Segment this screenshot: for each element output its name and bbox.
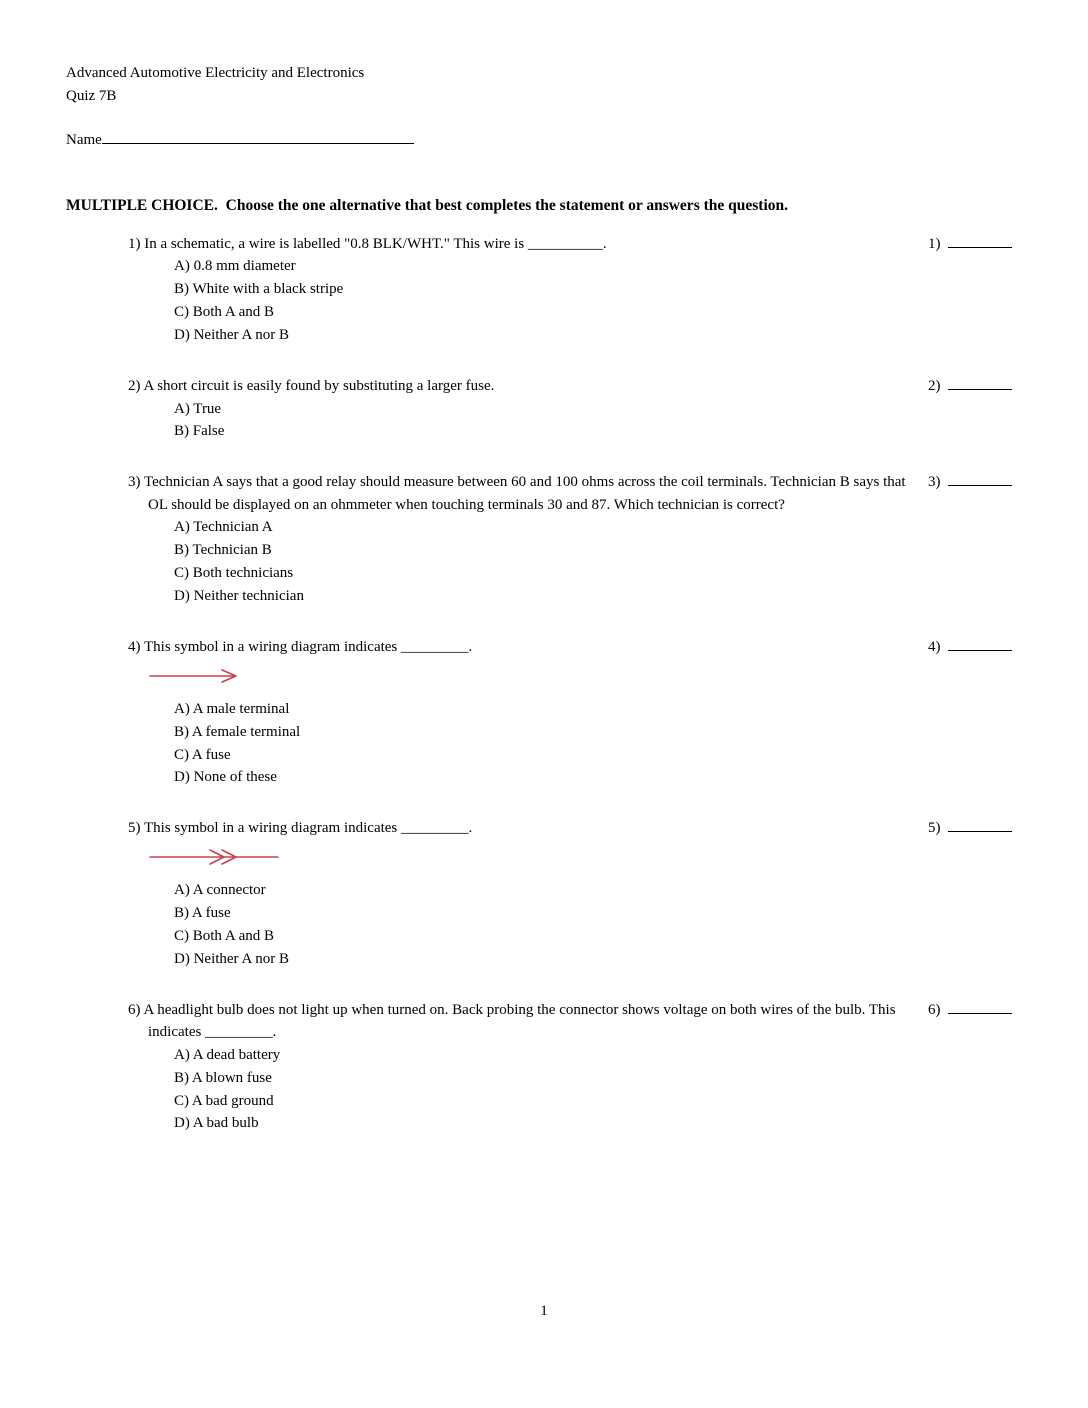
option: C) A bad ground (174, 1092, 274, 1109)
option: B) A female terminal (174, 723, 301, 740)
question-block (66, 817, 1024, 970)
course-title: Advanced Automotive Electricity and Electronics (66, 65, 365, 81)
options-list (174, 1044, 906, 1136)
question-line (128, 233, 906, 256)
answer-blank-line (948, 234, 1012, 248)
question-number: 2) (128, 378, 141, 394)
question-text: In a schematic, a wire is labelled "0.8 BLK/WHT." This wire is __________. (144, 235, 607, 252)
answer-blank-line (948, 1000, 1012, 1014)
instructions: MULTIPLE CHOICE. Choose the one alternative that best completes the statement or answers the question. (66, 196, 788, 214)
question-number: 5) (128, 820, 141, 837)
option: A) True (174, 400, 222, 417)
question-main (128, 233, 928, 347)
answer-number: 2) (928, 378, 941, 394)
answer-blank-line (948, 637, 1012, 651)
answer-area (928, 375, 1024, 398)
options-list (174, 255, 906, 347)
option: A) A dead battery (174, 1046, 281, 1063)
answer-number: 6) (928, 1001, 941, 1018)
question-block (66, 999, 1024, 1136)
answer-blank-line (948, 818, 1012, 832)
answer-area (928, 999, 1024, 1022)
male-terminal-arrow-icon (148, 666, 906, 688)
option: C) A fuse (174, 746, 231, 763)
page-header (66, 62, 1024, 107)
answer-area (928, 636, 1024, 659)
question-text: A short circuit is easily found by substituting a larger fuse. (143, 378, 495, 394)
option: B) A fuse (174, 904, 231, 921)
option: A) 0.8 mm diameter (174, 258, 296, 275)
question-block (66, 375, 1024, 443)
connector-double-chevron-icon (148, 847, 906, 869)
question-line (128, 817, 906, 840)
option: C) Both A and B (174, 304, 275, 321)
option: A) A connector (174, 881, 266, 898)
question-line (128, 999, 906, 1044)
option: A) Technician A (174, 519, 273, 536)
question-block (66, 636, 1024, 789)
option: D) Neither A nor B (174, 327, 289, 344)
question-number: 6) (128, 1001, 141, 1018)
answer-area (928, 471, 1024, 494)
question-text: This symbol in a wiring diagram indicates _________. (143, 820, 473, 837)
options-list (174, 879, 906, 971)
question-block (66, 233, 1024, 347)
name-row (66, 129, 1024, 152)
question-main (128, 375, 928, 443)
options-list (174, 698, 906, 790)
question-text: Technician A says that a good relay should measure between 60 and 100 ohms across the coil terminals. Technician B says that OL should be displayed on an ohmmeter when touching terminals 30 and 87. Which technician is correct? (143, 474, 906, 513)
question-number: 4) (128, 639, 141, 656)
option: A) A male terminal (174, 700, 290, 717)
option: D) A bad bulb (174, 1115, 259, 1132)
option: B) Technician B (174, 542, 272, 559)
question-block (66, 471, 1024, 608)
answer-area (928, 233, 1024, 256)
answer-area (928, 817, 1024, 840)
option: D) Neither technician (174, 588, 304, 605)
question-text: A headlight bulb does not light up when turned on. Back probing the connector shows voltage on both wires of the bulb. This indicates _________. (143, 1001, 896, 1041)
option: B) A blown fuse (174, 1069, 272, 1086)
question-number: 3) (128, 474, 141, 491)
options-list (174, 398, 906, 444)
option: D) None of these (174, 769, 277, 786)
question-number: 1) (128, 235, 141, 252)
answer-number: 4) (928, 639, 941, 656)
option: D) Neither A nor B (174, 950, 289, 967)
question-main (128, 636, 928, 789)
options-list (174, 516, 906, 608)
questions-list (66, 233, 1024, 1136)
question-main (128, 999, 928, 1136)
question-line (128, 636, 906, 659)
option: C) Both A and B (174, 927, 275, 944)
option: C) Both technicians (174, 565, 294, 582)
name-blank-line (102, 129, 414, 144)
quiz-title: Quiz 7B (66, 87, 117, 104)
answer-number: 5) (928, 820, 941, 837)
page-footer (0, 1300, 1088, 1323)
answer-blank-line (948, 472, 1012, 486)
answer-blank-line (948, 376, 1012, 390)
answer-number: 1) (928, 235, 941, 252)
name-label: Name (66, 132, 102, 148)
question-line (128, 375, 906, 398)
option: B) False (174, 423, 225, 440)
question-main (128, 817, 928, 970)
option: B) White with a black stripe (174, 281, 344, 298)
question-main (128, 471, 928, 608)
answer-number: 3) (928, 474, 941, 491)
page-number: 1 (540, 1302, 548, 1319)
question-line (128, 471, 906, 516)
question-text: This symbol in a wiring diagram indicates _________. (143, 639, 473, 656)
